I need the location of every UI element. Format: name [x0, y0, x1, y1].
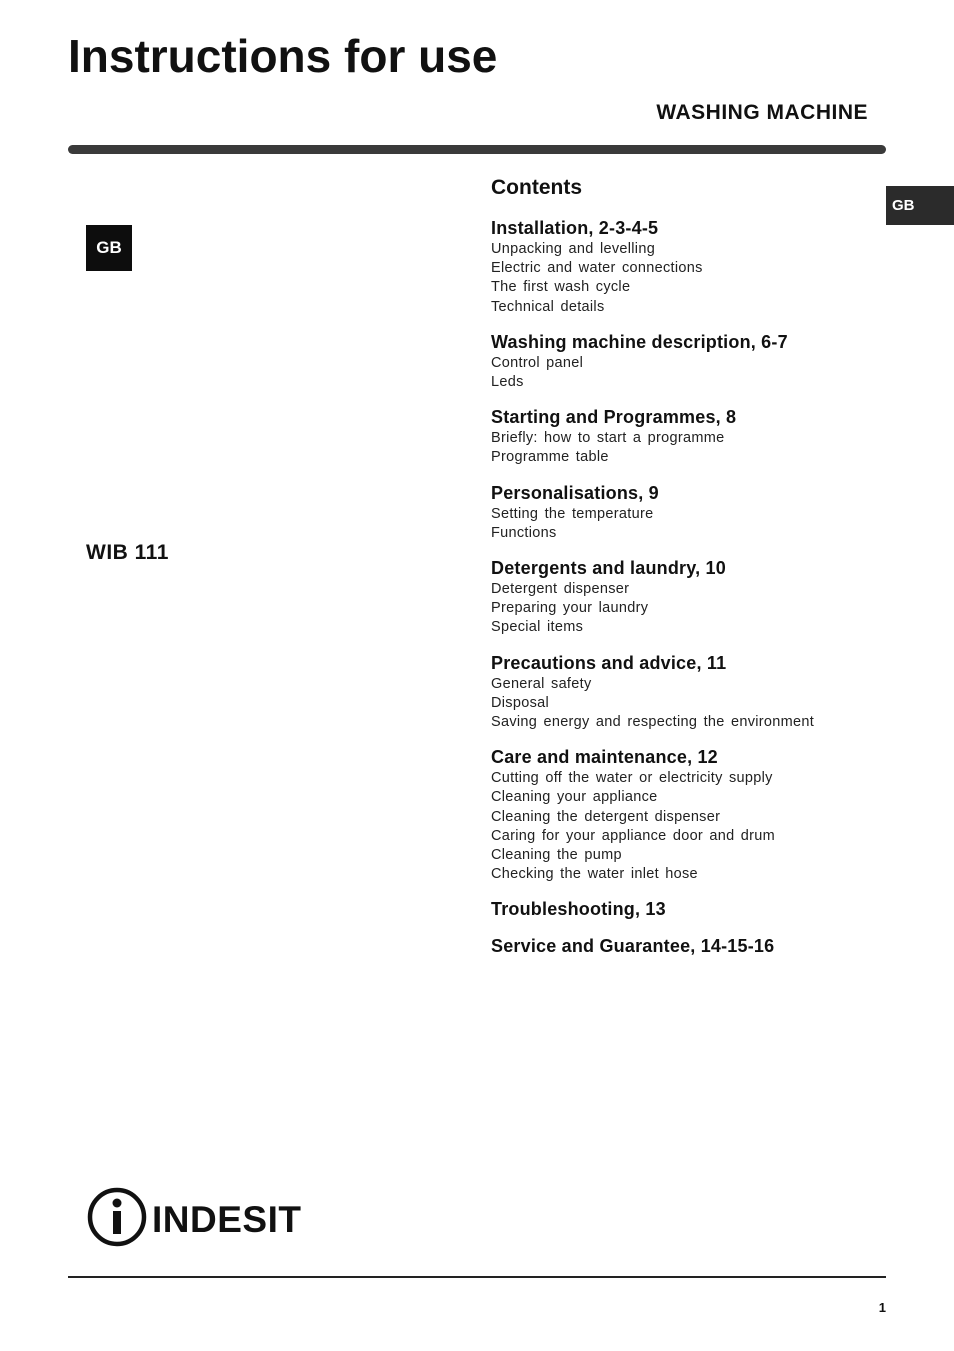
page-number: 1 [878, 1300, 886, 1315]
section-item: Electric and water connections [491, 260, 703, 277]
section-title: Detergents and laundry, 10 [491, 558, 726, 579]
section-item: Preparing your laundry [491, 600, 649, 617]
contents-section [491, 898, 881, 921]
contents-section [491, 746, 881, 884]
logo-text: INDESIT [152, 1199, 302, 1240]
indesit-logo-icon [90, 1190, 144, 1244]
product-type: WASHING MACHINE [656, 101, 868, 124]
language-badge: GB [86, 225, 132, 271]
page-title: Instructions for use [68, 30, 498, 82]
section-item: Checking the water inlet hose [491, 866, 698, 883]
contents-section [491, 217, 881, 317]
section-item: General safety [491, 675, 592, 692]
section-item: Cleaning the detergent dispenser [491, 808, 721, 825]
section-item: Control panel [491, 354, 584, 371]
section-title: Starting and Programmes, 8 [491, 407, 737, 428]
section-item: Setting the temperature [491, 505, 654, 522]
section-item: Cleaning the pump [491, 847, 622, 864]
language-tab: GB [886, 186, 954, 225]
model-number: WIB 111 [86, 541, 169, 564]
section-item: Leds [491, 374, 524, 391]
contents-section [491, 652, 881, 733]
section-item: Technical details [491, 298, 605, 315]
section-item: Functions [491, 524, 557, 541]
contents-section [491, 557, 881, 638]
indesit-logo [86, 1186, 316, 1248]
section-item: The first wash cycle [491, 279, 631, 296]
section-title: Troubleshooting, 13 [491, 899, 666, 920]
section-item: Cutting off the water or electricity supply [491, 770, 773, 787]
contents-sections [491, 217, 881, 958]
contents-heading: Contents [491, 176, 582, 199]
section-title: Service and Guarantee, 14-15-16 [491, 936, 775, 957]
table-of-contents [491, 175, 881, 972]
section-item: Saving energy and respecting the environment [491, 714, 815, 731]
section-title: Care and maintenance, 12 [491, 747, 718, 768]
section-item: Detergent dispenser [491, 581, 630, 598]
section-title: Precautions and advice, 11 [491, 652, 727, 673]
contents-section [491, 935, 881, 958]
section-item: Briefly: how to start a programme [491, 430, 725, 447]
section-item: Cleaning your appliance [491, 789, 658, 806]
section-item: Caring for your appliance door and drum [491, 827, 776, 844]
section-title: Installation, 2-3-4-5 [491, 218, 659, 238]
contents-section [491, 331, 881, 392]
contents-section [491, 482, 881, 543]
section-item: Disposal [491, 694, 550, 711]
section-item: Special items [491, 619, 584, 636]
header-divider [68, 145, 886, 154]
footer-divider [68, 1276, 886, 1278]
section-title: Washing machine description, 6-7 [491, 331, 788, 352]
contents-section [491, 406, 881, 467]
section-item: Unpacking and levelling [491, 241, 656, 257]
section-title: Personalisations, 9 [491, 482, 659, 503]
section-item: Programme table [491, 449, 609, 466]
